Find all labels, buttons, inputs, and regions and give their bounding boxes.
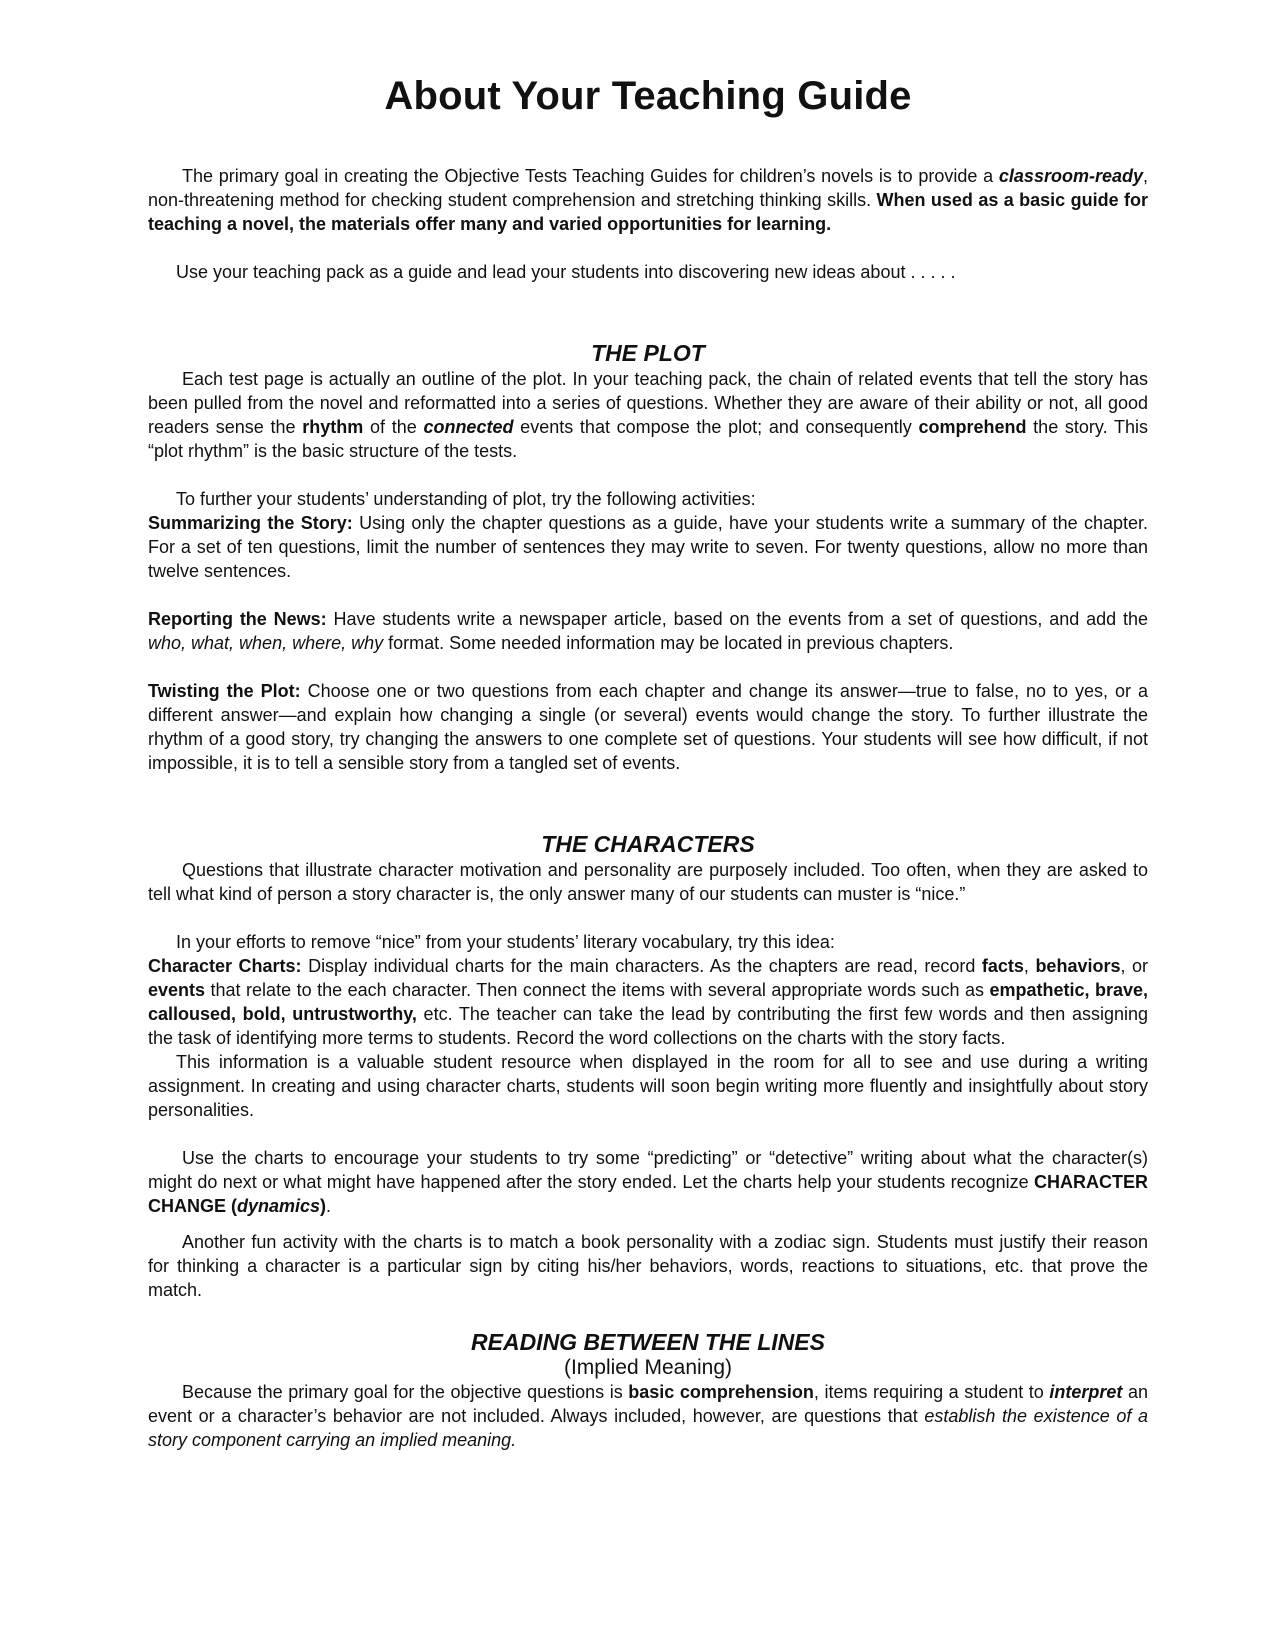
- character-charts-label: Character Charts:: [148, 956, 302, 976]
- reading-subheading: (Implied Meaning): [563, 1356, 733, 1379]
- reading-heading: READING BETWEEN THE LINES: [471, 1329, 825, 1355]
- plot-text-e: events that compose the plot; and consequently: [513, 417, 919, 437]
- twisting-label: Twisting the Plot:: [148, 681, 301, 701]
- reporting-5w-italic: who, what, when, where, why: [148, 633, 384, 653]
- characters-heading: THE CHARACTERS: [541, 831, 755, 857]
- intro-paragraph: [148, 164, 1148, 236]
- reading-text-e: an event or a character’s behavior are not included. Always included, however, are questions that: [148, 1382, 1148, 1426]
- plot-text-a: Each test page is actually an outline of the plot. In your teaching pack, the chain of related events that tell the story has been pulled from the novel and reformatted into a series of questions. Whether they are aware of their ability or not, all good readers sense the: [148, 369, 1148, 437]
- summarizing-text: Using only the chapter questions as a guide, have your students write a summary of the chapter. For a set of ten questions, limit the number of sentences they may write to seven. For twenty questions, allow no more than twelve sentences.: [148, 513, 1148, 581]
- plot-paragraph: [148, 367, 1148, 463]
- reading-italic-ending: establish the existence of a story component carrying an implied meaning.: [148, 1406, 1148, 1450]
- charts-text-i: etc. The teacher can take the lead by contributing the first few words and then assigning the task of identifying more terms to students. Record the word collections on the charts with the story facts.: [148, 1004, 1148, 1048]
- charts-behaviors-bold: behaviors: [1035, 956, 1121, 976]
- reporting-text-c: format. Some needed information may be located in previous chapters.: [383, 633, 954, 653]
- plot-rhythm-bold: rhythm: [302, 417, 364, 437]
- intro-bold-sentence: When used as a basic guide for teaching a novel, the materials offer many and varied opportunities for learning.: [148, 190, 1149, 234]
- reading-paragraph: [148, 1380, 1148, 1452]
- plot-text-g: the story. This “plot rhythm” is the basic structure of the tests.: [148, 417, 1148, 461]
- characters-idea-intro: In your efforts to remove “nice” from your students’ literary vocabulary, try this idea:: [176, 932, 835, 952]
- plot-heading: THE PLOT: [591, 340, 705, 366]
- character-change-bold: CHARACTER CHANGE (: [148, 1172, 1148, 1216]
- summarizing-activity: [148, 511, 1148, 583]
- reporting-label: Reporting the News:: [148, 609, 327, 629]
- charts-text-c: ,: [1023, 956, 1036, 976]
- charts-events-bold: events: [148, 980, 206, 1000]
- intro-text-c: , non-threatening method for checking student comprehension and stretching thinking skills.: [148, 166, 1148, 210]
- reporting-activity: [148, 607, 1148, 655]
- charts-text-g: that relate to the each character. Then connect the items with several appropriate words such as: [205, 980, 990, 1000]
- intro-emphasis: classroom-ready: [998, 166, 1143, 186]
- charts-text-e: , or: [1120, 956, 1148, 976]
- characters-predicting-paragraph: [148, 1146, 1148, 1218]
- twisting-activity: [148, 679, 1148, 775]
- character-charts-activity: [148, 954, 1148, 1050]
- summarizing-label: Summarizing the Story:: [148, 513, 353, 533]
- intro-text-a: The primary goal in creating the Objective Tests Teaching Guides for children’s novels is to provide a: [182, 166, 999, 186]
- intro-second-paragraph: Use your teaching pack as a guide and lead your students into discovering new ideas about . . . . .: [176, 262, 956, 282]
- charts-words-bold: empathetic, brave, calloused, bold, untrustworthy,: [148, 980, 1149, 1024]
- reading-text-a: Because the primary goal for the objective questions is: [182, 1382, 629, 1402]
- dynamics-emphasis: dynamics: [237, 1196, 321, 1216]
- twisting-text: Choose one or two questions from each chapter and change its answer—true to false, no to yes, or a different answer—and explain how changing a single (or several) events would change the story. To further illustrate the rhythm of a good story, try changing the answers to one complete set of questions. Your students will see how difficult, if not impossible, it is to tell a sensible story from a tangled set of events.: [148, 681, 1148, 773]
- charts-text-a: Display individual charts for the main characters. As the chapters are read, record: [301, 956, 982, 976]
- predicting-text-e: .: [326, 1196, 332, 1216]
- characters-paragraph: Questions that illustrate character motivation and personality are purposely included. Too often, when they are asked to tell what kind of person a story character is, the only answer many of our students can muster is “nice.”: [148, 860, 1148, 904]
- interpret-emphasis: interpret: [1049, 1382, 1123, 1402]
- document-page: [148, 70, 1148, 1452]
- plot-comprehend-bold: comprehend: [918, 417, 1027, 437]
- basic-comprehension-bold: basic comprehension: [628, 1382, 814, 1402]
- character-change-close: ): [320, 1196, 327, 1216]
- predicting-text-a: Use the charts to encourage your students to try some “predicting” or “detective” writing about what the character(s) might do next or what might have happened after the story ended. Let the charts help your students recognize: [148, 1148, 1148, 1192]
- plot-connected-emphasis: connected: [423, 417, 514, 437]
- plot-activities-intro: To further your students’ understanding of plot, try the following activities:: [176, 489, 756, 509]
- page-title: About Your Teaching Guide: [384, 74, 912, 118]
- reporting-text-a: Have students write a newspaper article, based on the events from a set of questions, and add the: [326, 609, 1149, 629]
- characters-resource-paragraph: This information is a valuable student resource when displayed in the room for all to see and use during a writing assignment. In creating and using character charts, students will soon begin writing more fluently and insightfully about story personalities.: [148, 1052, 1148, 1120]
- reading-text-c: , items requiring a student to: [813, 1382, 1050, 1402]
- plot-text-c: of the: [363, 417, 424, 437]
- charts-facts-bold: facts: [981, 956, 1024, 976]
- characters-zodiac-paragraph: Another fun activity with the charts is to match a book personality with a zodiac sign. Students must justify their reason for thinking a character is a particular sign by citing his/her behaviors, words, reactions to situations, etc. that prove the match.: [148, 1232, 1148, 1300]
